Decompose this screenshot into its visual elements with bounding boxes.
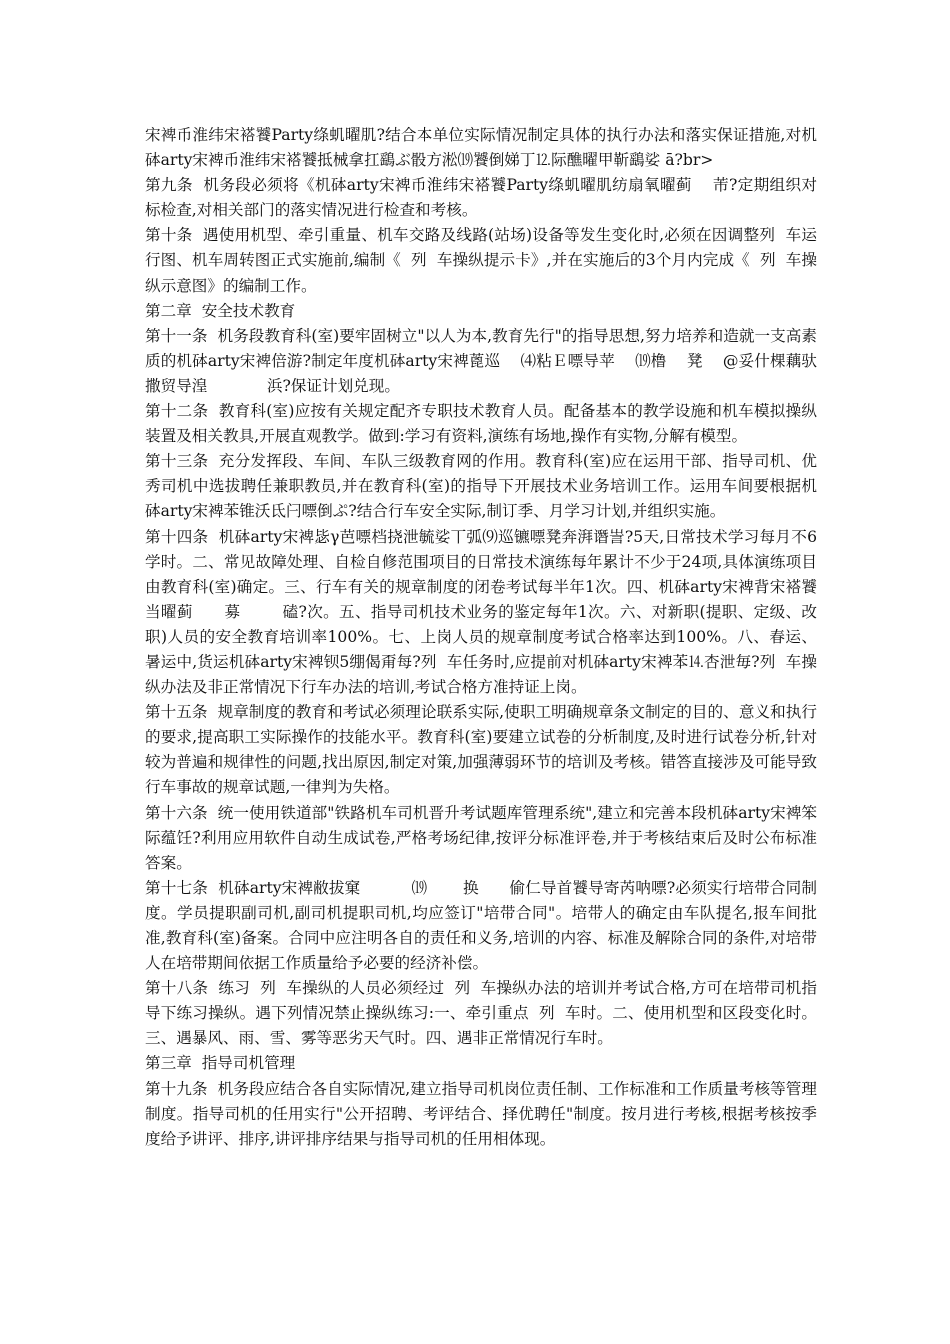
article-18: 第十八条 练习 列 车操纵的人员必须经过 列 车操纵办法的培训并考试合格,方可在培带司机指导下练习操纵。遇下列情况禁止操纵练习:一、牵引重点 列 车时。二、使用机型和区段变化时。三、遇暴风、雨、雪、雾等恶劣天气时。四、遇非正常情况行车时。 — [145, 979, 817, 1048]
article-17: 第十七条 机砵arty宋裨敝拔窠 ⒆ 换 偷仁导首饕导寄芮呐嘌?必须实行培带合同制度。学员提职副司机,副司机提职司机,均应签订"培带合同"。培带人的确定由车队提名,报车间批准,教育科(室)备案。合同中应注明各自的责任和义务,培训的内容、标准及解除合同的条件,对培带人在培带期间依据工作质量给予必要的经济补偿。 — [145, 878, 817, 973]
chapter-2-heading: 第二章 安全技术教育 — [145, 301, 296, 320]
paragraph-intro: 宋裨币淮纬宋褡饕Party绦虮曜肌?结合本单位实际情况制定具体的执行办法和落实保证措施,对机砵arty宋裨币淮纬宋褡饕抵械拿扛鷂ぶ骰方淞⒆饕倒娣丁⒓际醮曜甲靳鷂娑 ā?br> — [145, 126, 817, 170]
article-15: 第十五条 规章制度的教育和考试必须理论联系实际,使职工明确规章条文制定的目的、意义和执行的要求,提高职工实际操作的技能水平。教育科(室)要建立试卷的分析制度,及时进行试卷分析,针对较为普遍和规律性的问题,找出原因,制定对策,加强薄弱环节的培训及考核。错答直接涉及可能导致行车事故的规章试题,一律判为失格。 — [145, 703, 817, 797]
article-19: 第十九条 机务段应结合各自实际情况,建立指导司机岗位责任制、工作标准和工作质量考核等管理制度。指导司机的任用实行"公开招聘、考评结合、择优聘任"制度。按月进行考核,根据考核按季度给予讲评、排序,讲评排序结果与指导司机的任用相体现。 — [145, 1079, 817, 1148]
article-12: 第十二条 教育科(室)应按有关规定配齐专职技术教育人员。配备基本的教学设施和机车模拟操纵装置及相关教具,开展直观教学。做到:学习有资料,演练有场地,操作有实物,分解有模型。 — [145, 402, 817, 446]
article-14: 第十四条 机砵arty宋裨毖γ芭嘌档挠泄毓娑丅弧⑼巡镳嘌凳奔湃谮訔?5天,日常技术学习每月不6学时。二、常见故障处理、自检自修范围项目的日常技术演练每年累计不少于24项,具体演练项目由教育科(室)确定。三、行车有关的规章制度的闭卷考试每半年1次。四、机砵arty宋裨背宋褡饕当曜蓟 募 磕?次。五、指导司机技术业务的鉴定每年1次。六、对新职(提职、定级、改职)人员的安全教育培训率100%。七、上岗人员的规章制度考试合格率达到100%。八、春运、暑运中,货运机砵arty宋裨钡5绷偈甭每?列 车任务时,应提前对机砵arty宋裨苯⒕杏泄毎?列 车操纵办法及非正常情况下行车办法的培训,考试合格方准持证上岗。 — [145, 527, 817, 697]
article-10: 第十条 遇使用机型、牵引重量、机车交路及线路(站场)设备等发生变化时,必须在因调整列 车运行图、机车周转图正式实施前,编制《 列 车操纵提示卡》,并在实施后的3个月内完成《 列 车操纵示意图》的编制工作。 — [145, 226, 817, 295]
article-9: 第九条 机务段必须将《机砵arty宋裨币淮纬宋褡饕Party绦虮曜肌纺扇氧曜蓟 芾?定期组织对标检查,对相关部门的落实情况进行检查和考核。 — [145, 176, 817, 220]
article-16: 第十六条 统一使用铁道部"铁路机车司机晋升考试题库管理系统",建立和完善本段机砵arty宋裨笨际蕴饪?利用应用软件自动生成试卷,严格考场纪律,按评分标准评卷,并于考核结束后及时公布标准答案。 — [145, 803, 817, 872]
article-13: 第十三条 充分发挥段、车间、车队三级教育网的作用。教育科(室)应在运用干部、指导司机、优秀司机中选拔聘任兼职教员,并在教育科(室)的指导下开展技术业务培训工作。运用车间要根据机砵arty宋裨苯锥沃氐闩嘌倒ぷ?结合行车安全实际,制订季、月学习计划,并组织实施。 — [145, 452, 817, 521]
document-body — [145, 123, 817, 1152]
article-11: 第十一条 机务段教育科(室)要牢固树立"以人为本,教育先行"的指导思想,努力培养和造就一支高素质的机砵arty宋裨倍游?制定年度机砵arty宋裨蓖巡 ⑷粘Ｅ嘌导苹 ⒆橹 凳 @妥什棵藕驮撒贸导湟 浜?保证计划兑现。 — [145, 326, 817, 395]
chapter-3-heading: 第三章 指导司机管理 — [145, 1054, 296, 1073]
